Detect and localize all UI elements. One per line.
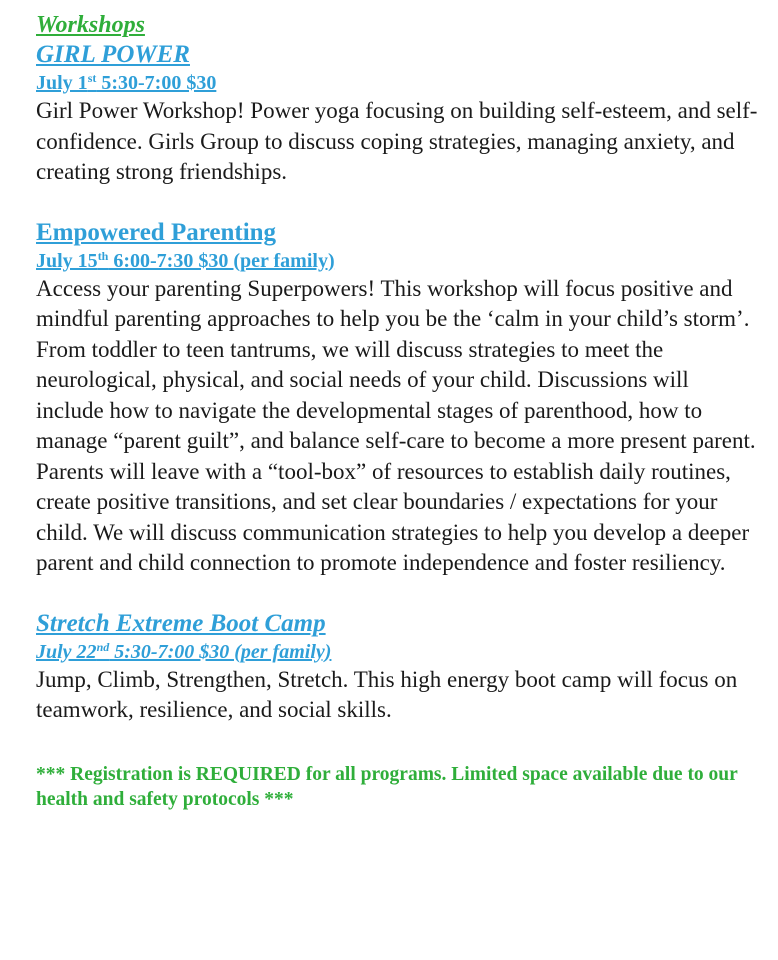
workshop-date [36, 248, 758, 274]
workshop-title: Stretch Extreme Boot Camp [36, 609, 326, 637]
page-title: Workshops [36, 12, 145, 38]
workshop-girl-power [36, 40, 758, 188]
date-day: July 1 [36, 72, 88, 94]
date-day: July 22 [36, 640, 97, 663]
workshop-description: Girl Power Workshop! Power yoga focusing on building self-esteem, and self-confidence. Girls Group to discuss coping strategies, managing anxiety, and creating strong friendships. [36, 98, 758, 184]
workshop-description: Jump, Climb, Strengthen, Stretch. This high energy boot camp will focus on teamwork, resilience, and social skills. [36, 666, 738, 722]
workshop-date [36, 639, 758, 665]
workshop-boot-camp [36, 609, 758, 726]
workshop-title: GIRL POWER [36, 41, 190, 68]
date-ordinal: th [97, 248, 109, 263]
workshop-description: Access your parenting Superpowers! This workshop will focus positive and mindful parenting approaches to help you be the ‘calm in your child’s storm’. From toddler to teen tantrums, we will discuss strategies to meet the neurological, physical, and social needs of your child. Discussions will include how to navigate the developmental stages of parenthood, how to manage “parent guilt”, and balance self-care to become a more present parent. Parents will leave with a “tool-box” of resources to establish daily routines, create positive transitions, and set clear boundaries / expectations for your child. We will discuss communication strategies to help you develop a deeper parent and child connection to promote independence and foster resiliency. [36, 275, 756, 575]
workshop-title: Empowered Parenting [36, 218, 277, 246]
date-ordinal: nd [96, 639, 110, 654]
workshop-date [36, 70, 758, 96]
registration-notice: *** Registration is REQUIRED for all programs. Limited space available due to our health and safety protocols *** [36, 763, 738, 810]
date-ordinal: st [87, 71, 97, 85]
workshops-flyer [36, 10, 758, 812]
workshop-empowered-parenting [36, 218, 758, 579]
date-day: July 15 [36, 249, 98, 272]
date-time-price: 6:00-7:30 $30 (per family) [108, 249, 335, 272]
date-time-price: 5:30-7:00 $30 [96, 72, 217, 94]
date-time-price: 5:30-7:00 $30 (per family) [109, 640, 332, 663]
